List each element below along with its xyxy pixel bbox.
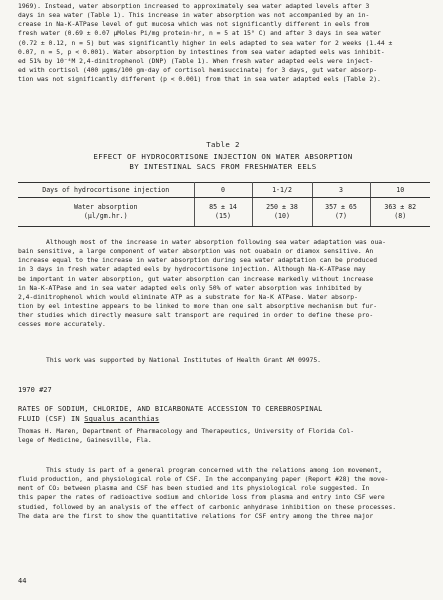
- cell-n: (7): [335, 212, 347, 220]
- species-name: Squalus acanthias: [84, 415, 160, 423]
- table-cell: [312, 198, 370, 227]
- cell-n: (8): [394, 212, 407, 220]
- cell-value: 250 ± 38: [266, 203, 298, 211]
- text-line: studied, followed by an analysis of the effect of carbonic anhydrase inhibition on these processes.: [18, 503, 397, 511]
- report-title-line1: RATES OF SODIUM, CHLORIDE, AND BICARBONATE ACCESSION TO CEREBROSPINAL: [18, 405, 323, 413]
- text-line: 1969). Instead, water absorption increased to approximately sea water adapted levels after 3: [18, 3, 370, 10]
- table-title-line1: EFFECT OF HYDROCORTISONE INJECTION ON WATER ABSORPTION: [93, 152, 353, 161]
- table-header-cell: 0: [194, 183, 252, 198]
- text-line: bain sensitive, a large component of water absorption was not ouabain or diamox sensitive. An: [18, 248, 374, 256]
- text-line: This study is part of a general program concerned with the relations among ion movement,: [46, 467, 383, 474]
- text-line: 0.07, n = 5, p < 0.001). Water absorption by intestines from sea water adapted eels was inhibit-: [18, 48, 385, 56]
- report-title-prefix: FLUID (CSF) IN: [18, 415, 85, 423]
- author-line1: Thomas H. Maren, Department of Pharmacology and Therapeutics, University of Florida Col-: [18, 428, 355, 435]
- text-line: this paper the rates of radioactive sodium and chloride loss from plasma and entry into CSF were: [18, 494, 385, 502]
- author-affiliation: [18, 427, 428, 445]
- paragraph-study: [18, 466, 428, 521]
- text-line: Although most of the increase in water absorption following sea water adaptation was oua-: [46, 239, 386, 246]
- text-line: fluid production, and physiological role of CSF. In the accompanying paper (Report #28) the move-: [18, 476, 389, 484]
- text-line: in Na-K-ATPase and in sea water adapted eels only 50% of water absorption was inhibited by: [18, 284, 362, 292]
- table-cell: [252, 198, 312, 227]
- table-cell: [370, 198, 430, 227]
- table-cell: [194, 198, 252, 227]
- text-line: The data are the first to show the quantitative relations for CSF entry among the three major: [18, 512, 374, 520]
- table-header-cell: 1-1/2: [252, 183, 312, 198]
- text-line: increase equal to the increase in water absorption during sea water adaptation can be produced: [18, 257, 378, 265]
- text-line: ed 51% by 10⁻⁴M 2,4-dinitrophenol (DNP) (Table 1). When fresh water adapted eels were inject-: [18, 57, 374, 65]
- paragraph-discussion: [18, 238, 428, 330]
- text-line: 2,4-dinitrophenol which would eliminate ATP as a substrate for Na-K ATPase. Water absorp-: [18, 293, 358, 301]
- table-header-label: Days of hydrocortisone injection: [18, 183, 194, 198]
- cell-n: (10): [274, 212, 290, 220]
- text-line: crease in Na-K-ATPase level of gut mucosa which was not significantly different in eels from: [18, 21, 370, 29]
- table-header-cell: 10: [370, 183, 430, 198]
- text-line: be important in water absorption, gut water absorption can increase markedly without increase: [18, 275, 374, 283]
- row-label-line2: (μl/gm.hr.): [83, 212, 128, 220]
- text-line: fresh water (0.69 ± 0.07 μMoles Pi/mg protein·hr, n = 5 at 15° C) and after 3 days in sea water: [18, 30, 381, 38]
- table-header-cell: 3: [312, 183, 370, 198]
- table-row-label: [18, 198, 194, 227]
- text-line: tion was not significantly different (p < 0.001) from that in sea water adapted eels (Table 2).: [18, 76, 381, 84]
- cell-value: 363 ± 82: [384, 203, 417, 211]
- text-line: tion by eel intestine appears to be linked to more than one salt absorptive mechanism but fur-: [18, 303, 378, 311]
- author-line2: lege of Medicine, Gainesville, Fla.: [18, 437, 152, 445]
- table-number: Table 2: [206, 140, 240, 149]
- text-line: ed with cortisol (400 μgms/100 gm·day of cortisol hemisuccinate) for 3 days, gut water absorp-: [18, 67, 378, 75]
- text-line: (0.72 ± 0.12, n = 5) but was significantly higher in eels adapted to sea water for 2 weeks (1.44 ±: [18, 39, 393, 47]
- table-row: [18, 198, 430, 227]
- report-title: [18, 404, 428, 424]
- paragraph-intro: [18, 2, 428, 84]
- text-line: This work was supported by National Institutes of Health Grant AM 09975.: [46, 357, 321, 364]
- text-line: cesses more accurately.: [18, 321, 106, 329]
- table-header-row: [18, 183, 430, 198]
- paragraph-acknowledgment: [18, 356, 428, 365]
- page-number: 44: [18, 577, 27, 585]
- text-line: ment of CO₂ between plasma and CSF has been studied and its physiological role suggested. In: [18, 485, 370, 493]
- report-title-line2: [18, 414, 428, 424]
- report-id: 1970 #27: [18, 386, 52, 394]
- text-line: in 3 days in fresh water adapted eels by hydrocortisone injection. Although Na-K-ATPase may: [18, 266, 366, 274]
- cell-n: (15): [215, 212, 231, 220]
- cell-value: 357 ± 65: [325, 203, 357, 211]
- text-line: days in sea water (Table 1). This increase in water absorption was not accompanied by an in-: [18, 12, 370, 20]
- text-line: ther studies which directly measure salt transport are required in order to define these pro-: [18, 312, 374, 320]
- data-table: [18, 182, 430, 227]
- cell-value: 85 ± 14: [209, 203, 237, 211]
- table-title-line2: BY INTESTINAL SACS FROM FRESHWATER EELS: [129, 162, 317, 171]
- row-label-line1: Water absorption: [73, 203, 138, 211]
